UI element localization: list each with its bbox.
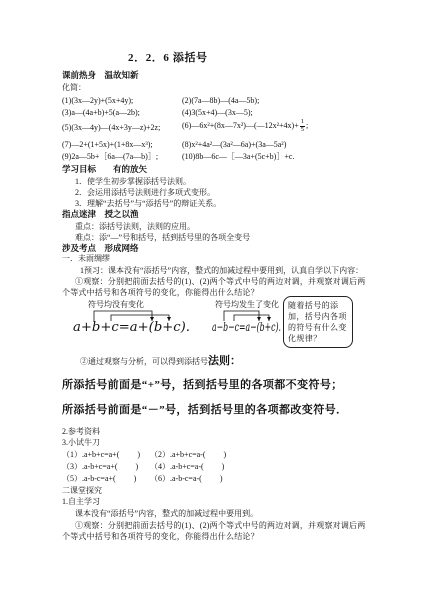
- fraction: [300, 119, 305, 133]
- practice-item: （2）.a+b+c=a-( ): [150, 450, 227, 459]
- practice-item: （1）.a+b+c=a+( ): [62, 450, 141, 459]
- exercise-5: (5)(3x—4y)—(4x+3y—z)+2z;: [62, 123, 161, 132]
- warmup-heading: 课前热身 温故知新: [62, 70, 139, 80]
- goal-item: 2．会运用添括号法则进行多项式变形。: [75, 188, 215, 197]
- exercise-8: (8)x²+4a²—(3a²—6a)+(3a—5a²): [182, 140, 287, 149]
- exercise-6-expression: (6)—6x²+(8x—7x²)—(—12x²+4x)+: [182, 120, 299, 130]
- preview-text: 1预习：课本没有“添括号”内容，整式的加减过程中要用到，认真自学以下内容：: [80, 266, 364, 275]
- self-study-title: 1.自主学习: [62, 497, 100, 506]
- exercise-9: (9)2a—5b+［6a—(7a—b)］;: [62, 152, 159, 161]
- fraction-denominator: 5: [300, 125, 304, 133]
- label-changed: 符号均发生了变化: [215, 300, 279, 309]
- part-two-heading: 二课堂探究: [62, 486, 102, 495]
- difficult-point: 难点：添“—”号和括号，括到括号里的各项全变号: [75, 233, 251, 242]
- rule-minus: 所添括号前面是“－”号，括到括号里的各项都改变符号．: [62, 404, 348, 416]
- self-study-text: 课本没有“添括号”内容，整式的加减过程中要用到。: [75, 509, 259, 518]
- goals-heading: 学习目标 有的放矢: [62, 164, 148, 174]
- question-note-box: 随着括号的添加，括号内各项的符号有什么变化规律？: [283, 296, 353, 348]
- page-title: 2．2．6 添括号: [128, 52, 208, 64]
- practice-item: （6）.a-b-c=a-( ): [150, 474, 223, 483]
- exam-heading: 涉及考点 形成网络: [62, 243, 139, 253]
- warmup-intro: 化简：: [62, 83, 86, 92]
- observe-paragraph-2: ①观察：分别把前面去括号的(1)、(2)两个等式中号的两边对调，并观察对调后两个等式中括号和各项符号的变化，你能得出什么结论？: [62, 521, 366, 541]
- exercise-2: (2)(7a—8b)—(4a—5b);: [182, 96, 260, 105]
- fraction-numerator: 1: [300, 118, 304, 125]
- exercise-6-tail: ;: [305, 120, 309, 130]
- rule-lead: [80, 354, 241, 369]
- goal-item: 1．使学生初步掌握添括号法则。: [75, 177, 191, 186]
- formula-minus: a−b−c=a−(b+c).: [212, 320, 281, 334]
- exercise-1: (1)(3x—2y)+(5x+4y);: [62, 96, 134, 105]
- rule-lead-text: ②通过观察与分析，可以得到添括号: [80, 357, 208, 366]
- practice-item: （3）.a-b+c=a+( ): [62, 462, 139, 471]
- goal-item: 3．理解“去括号”与“添括号”的辩证关系。: [75, 199, 222, 208]
- exercise-10: (10)8b—6c—［—3a+(5c+b)］+c.: [182, 152, 295, 161]
- part-one-title: 一．未雨绸缪: [62, 254, 110, 263]
- rule-plus: 所添括号前面是“+”号，括到括号里的各项都不变符号；: [62, 379, 343, 391]
- label-no-change: 符号均没有变化: [88, 300, 144, 309]
- key-point: 重点：添括号法则，法则的应用。: [75, 222, 195, 231]
- rule-lead-bold: 法则：: [208, 355, 241, 367]
- exercise-3: (3)a—(4a+b)+5(a—2b);: [62, 108, 140, 117]
- practice-item: （5）.a-b-c=a+( ): [62, 474, 137, 483]
- practice-heading: 3.小试牛刀: [62, 438, 100, 447]
- bracket-diagram: [62, 294, 282, 350]
- observe-paragraph: ①观察：分别把前面去括号的(1)、(2)两个等式中号的两边对调，并观察对调后两个等式中括号和各项符号的变化，你能得出什么结论？: [62, 277, 366, 297]
- exercise-7: (7)—2+(1+5x)+(1+8x—x³);: [62, 140, 153, 149]
- exercise-4: (4)3(5x+4)—(3x—5);: [182, 108, 253, 117]
- exercise-6: [182, 119, 308, 133]
- practice-item: （4）.a-b+c=a-( ): [150, 462, 225, 471]
- formula-plus: a+b+c=a+(b+c).: [73, 320, 190, 335]
- tips-heading: 指点迷津 授之以渔: [62, 209, 139, 219]
- reference-title: 2.参考资料: [62, 427, 100, 436]
